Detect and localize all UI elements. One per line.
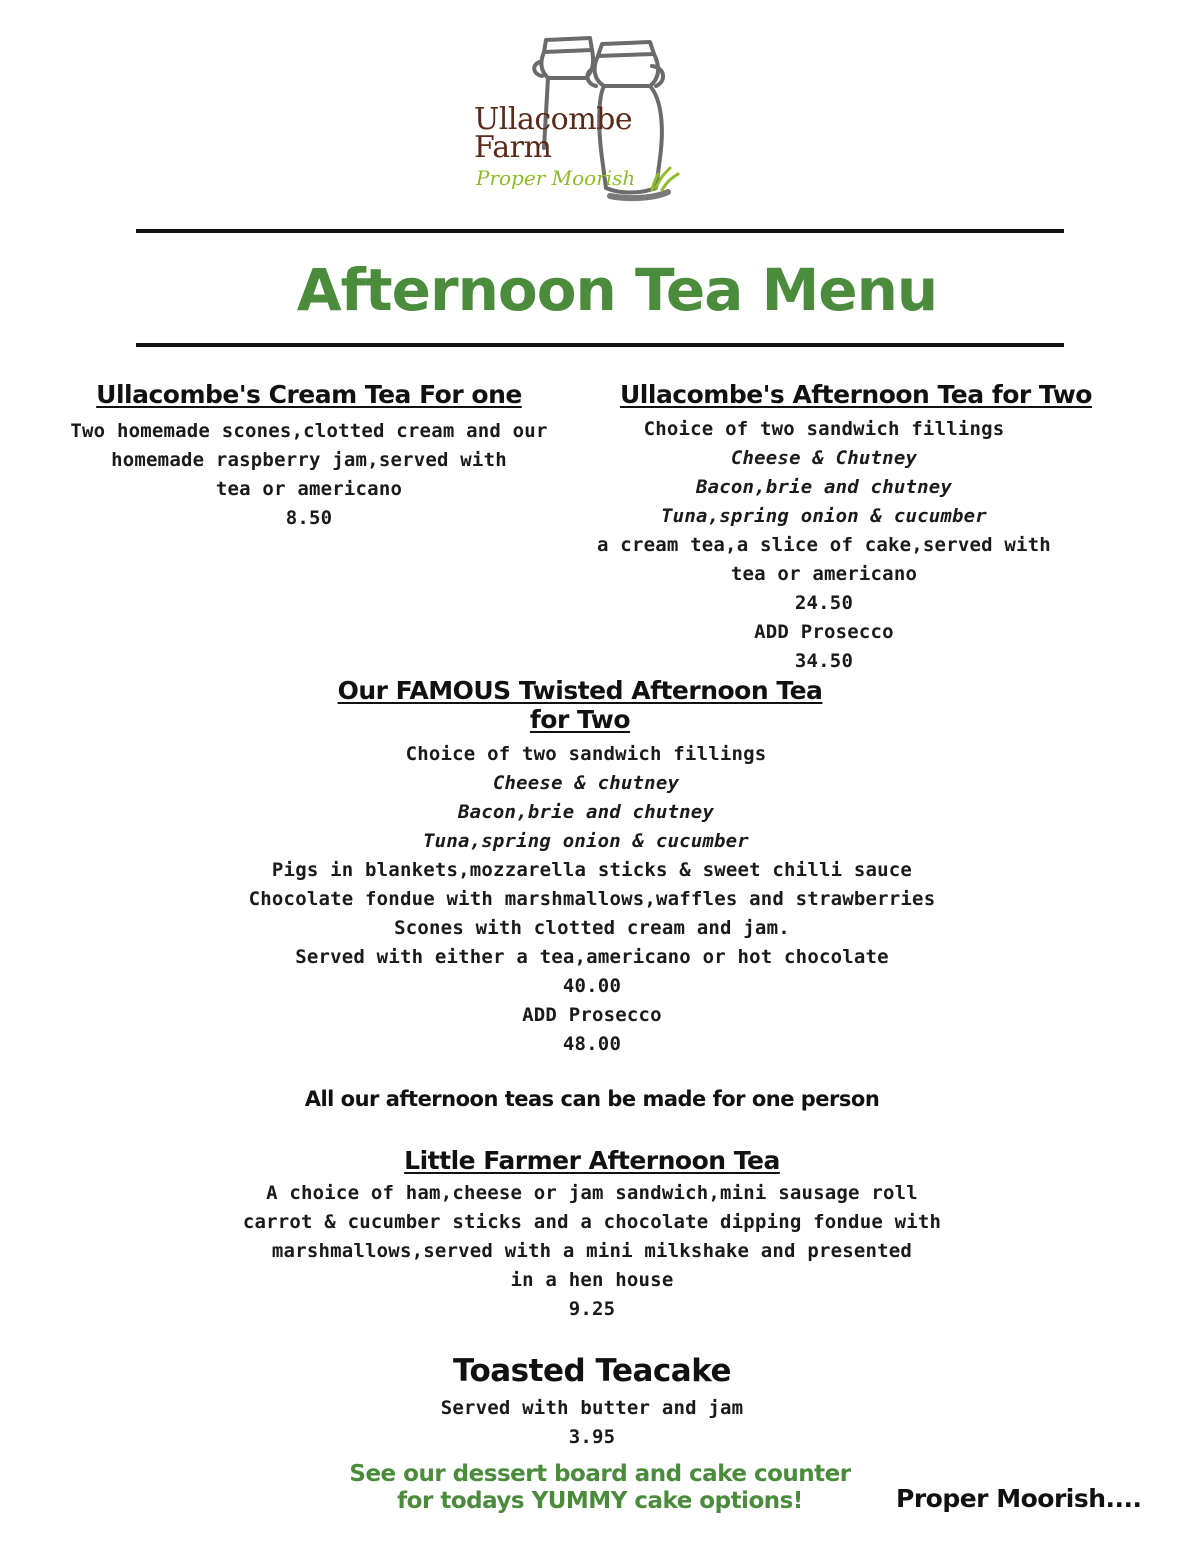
filling-item: Bacon,brie and chutney	[695, 476, 953, 498]
afternoon-tea-two-prosecco-price: 34.50	[794, 650, 854, 672]
cream-tea-description	[70, 417, 548, 533]
teacake-details	[0, 1394, 1184, 1452]
little-farmer-details	[0, 1179, 1184, 1324]
afternoon-tea-two-details	[596, 415, 1052, 676]
filling-item: Bacon,brie and chutney	[457, 801, 715, 823]
logo-tagline: Proper Moorish	[476, 166, 636, 190]
twisted-price: 40.00	[562, 975, 622, 997]
twisted-line: Pigs in blankets,mozzarella sticks & sweet chilli sauce	[271, 859, 913, 881]
dessert-note-line1: See our dessert board and cake counter	[349, 1461, 851, 1487]
twisted-line: Chocolate fondue with marshmallows,waffles and strawberries	[248, 888, 936, 910]
cream-tea-line: Two homemade scones,clotted cream and our	[70, 420, 548, 442]
logo	[470, 28, 690, 206]
twisted-heading-line2: for Two	[529, 705, 631, 734]
logo-line2: Farm	[474, 130, 552, 165]
logo-line1: Ullacombe	[474, 102, 633, 137]
bottom-rule	[136, 343, 1064, 347]
afternoon-tea-two-prosecco: ADD Prosecco	[754, 621, 894, 643]
little-farmer-line: carrot & cucumber sticks and a chocolate dipping fondue with	[242, 1211, 942, 1233]
afternoon-tea-two-section	[596, 380, 1116, 409]
teacake-price: 3.95	[568, 1426, 616, 1448]
filling-item: Cheese & chutney	[492, 772, 680, 794]
one-person-note: All our afternoon teas can be made for one person	[304, 1087, 880, 1111]
twisted-line: Scones with clotted cream and jam.	[394, 917, 790, 939]
little-farmer-section	[0, 1146, 1184, 1324]
twisted-prosecco: ADD Prosecco	[522, 1004, 662, 1026]
afternoon-tea-two-line: a cream tea,a slice of cake,served with	[597, 534, 1051, 556]
little-farmer-line: in a hen house	[510, 1269, 674, 1291]
afternoon-tea-two-heading: Ullacombe's Afternoon Tea for Two	[620, 380, 1092, 409]
dessert-note	[300, 1461, 900, 1515]
cream-tea-heading: Ullacombe's Cream Tea For one	[96, 380, 522, 409]
cream-tea-section	[70, 380, 548, 533]
dessert-note-line2: for todays YUMMY cake options!	[397, 1488, 803, 1514]
twisted-heading-line1: Our FAMOUS Twisted Afternoon Tea	[337, 676, 823, 705]
cream-tea-price: 8.50	[285, 507, 333, 529]
top-rule	[136, 229, 1064, 233]
twisted-prosecco-price: 48.00	[562, 1033, 622, 1055]
little-farmer-price: 9.25	[568, 1298, 616, 1320]
filling-item: Tuna,spring onion & cucumber	[423, 830, 749, 852]
twisted-intro: Choice of two sandwich fillings	[405, 743, 767, 765]
twisted-details	[0, 740, 1192, 1059]
afternoon-tea-two-price: 24.50	[794, 592, 854, 614]
filling-item: Tuna,spring onion & cucumber	[661, 505, 987, 527]
twisted-line: Served with either a tea,americano or hot chocolate	[295, 946, 889, 968]
page-title: Afternoon Tea Menu	[296, 256, 938, 324]
signoff: Proper Moorish....	[896, 1484, 1142, 1513]
teacake-heading: Toasted Teacake	[452, 1353, 732, 1389]
afternoon-tea-two-intro: Choice of two sandwich fillings	[643, 418, 1005, 440]
teacake-section	[0, 1352, 1184, 1452]
teacake-line: Served with butter and jam	[440, 1397, 744, 1419]
little-farmer-heading: Little Farmer Afternoon Tea	[404, 1146, 780, 1175]
filling-item: Cheese & Chutney	[730, 447, 918, 469]
cream-tea-line: homemade raspberry jam,served with	[111, 449, 507, 471]
little-farmer-line: A choice of ham,cheese or jam sandwich,mini sausage roll	[266, 1182, 918, 1204]
twisted-section	[0, 676, 1200, 1059]
little-farmer-line: marshmallows,served with a mini milkshake and presented	[271, 1240, 913, 1262]
cream-tea-line: tea or americano	[215, 478, 403, 500]
afternoon-tea-two-line: tea or americano	[730, 563, 918, 585]
